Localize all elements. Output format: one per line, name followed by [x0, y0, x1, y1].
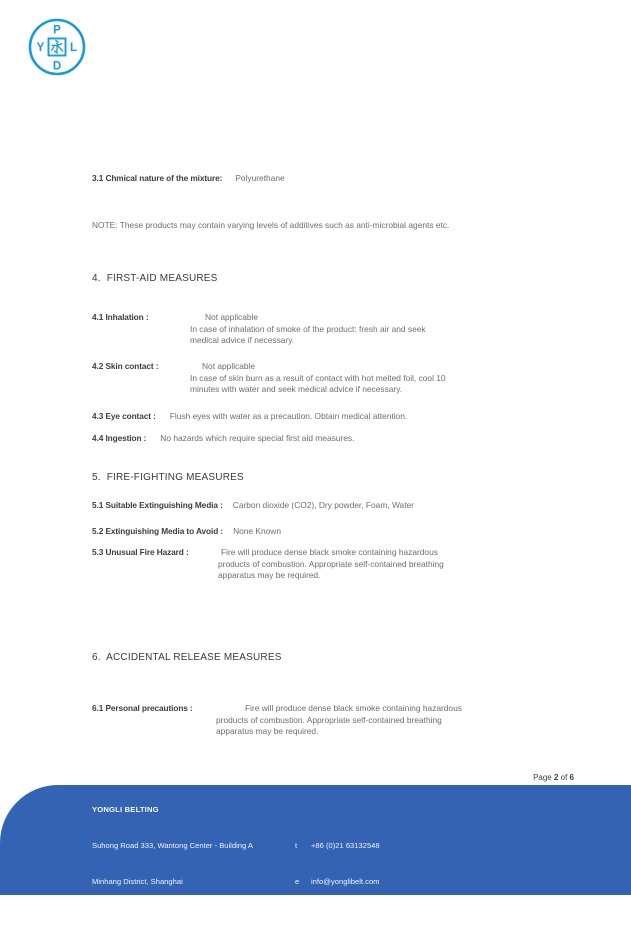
- item-row-eye-contact: [92, 411, 407, 423]
- chemical-nature-label: 3.1 Chmical nature of the mixture:: [92, 173, 223, 183]
- item-value-eye-contact: Flush eyes with water as a precaution. Obtain medical attention.: [169, 411, 408, 421]
- item-value-media-to-avoid: None Known: [233, 526, 282, 536]
- chemical-nature-value: Polyurethane: [235, 173, 285, 183]
- address-line: Minhang District, Shanghai: [92, 877, 183, 886]
- value-line: In case of inhalation of smoke of the product: fresh air and seek: [190, 323, 426, 334]
- value-line: In case of skin burn as a result of contact with hot melted foil, cool 10: [190, 372, 446, 383]
- logo-letter-d: D: [52, 60, 62, 73]
- contact-value-email[interactable]: info@yonglibelt.com: [311, 877, 380, 886]
- item-label-skin-contact: 4.2 Skin contact :: [92, 361, 159, 371]
- value-line: Not applicable: [202, 361, 256, 371]
- item-value-fire-hazard: [218, 547, 444, 582]
- contact-values: [311, 816, 388, 948]
- company-name: YONGLI BELTING: [92, 805, 159, 814]
- value-line: medical advice if necessary.: [190, 335, 295, 345]
- item-label-inhalation: 4.1 Inhalation :: [92, 312, 149, 322]
- chemical-nature-row: [92, 173, 285, 185]
- section-5-title: 5. FIRE-FIGHTING MEASURES: [92, 472, 244, 483]
- item-label-fire-hazard: 5.3 Unusual Fire Hazard :: [92, 547, 189, 557]
- item-value-skin-contact: [190, 361, 446, 396]
- item-label-media-to-avoid: 5.2 Extinguishing Media to Avoid :: [92, 526, 224, 536]
- item-row-media-to-avoid: [92, 526, 281, 538]
- company-address: [92, 816, 253, 948]
- page-total: 6: [569, 773, 574, 782]
- item-label-ingestion: 4.4 Ingestion :: [92, 433, 147, 443]
- yong-character-icon: [52, 40, 63, 53]
- contact-key-phone: t: [295, 841, 298, 850]
- value-line: Fire will produce dense black smoke containing hazardous: [221, 547, 438, 557]
- footer: [0, 785, 631, 922]
- item-value-inhalation: [190, 312, 426, 347]
- value-line: Not applicable: [205, 312, 259, 322]
- section-4-title: 4. FIRST-AID MEASURES: [92, 273, 218, 284]
- contact-value-web[interactable]: www.yonglibelting.com: [311, 913, 388, 922]
- item-row-extinguishing-media: [92, 500, 414, 512]
- value-line: products of combustion. Appropriate self-contained breathing: [218, 558, 444, 569]
- contact-key-email: e: [295, 877, 300, 886]
- contact-value-phone: +86 (0)21 63132548: [311, 841, 380, 850]
- contact-key-web: w: [295, 913, 301, 922]
- item-value-personal-precautions: [216, 703, 462, 738]
- item-row-ingestion: [92, 433, 354, 445]
- value-line: apparatus may be required.: [218, 570, 321, 580]
- note-text: NOTE: These products may contain varying levels of additives such as anti-microbial agents etc.: [92, 220, 450, 230]
- value-line: apparatus may be required.: [216, 726, 319, 736]
- item-label-extinguishing-media: 5.1 Suitable Extinguishing Media :: [92, 500, 223, 510]
- value-line: Fire will produce dense black smoke containing hazardous: [245, 703, 462, 713]
- page-label-prefix: Page: [533, 773, 554, 782]
- logo-letter-y: Y: [36, 42, 45, 54]
- page-current: 2: [553, 773, 559, 782]
- logo-letter-l: L: [69, 42, 78, 54]
- logo-letter-p: P: [53, 24, 61, 37]
- address-line: Suhong Road 333, Wantong Center - Building A: [92, 841, 253, 850]
- item-label-personal-precautions: 6.1 Personal precautions :: [92, 703, 193, 713]
- page-label-of: of: [558, 773, 570, 782]
- value-line: minutes with water and seek medical advice if necessary.: [190, 384, 403, 394]
- contact-keys: [295, 816, 308, 948]
- item-value-extinguishing-media: Carbon dioxide (CO2), Dry powder, Foam, Water: [232, 500, 414, 510]
- company-logo: [27, 17, 87, 77]
- item-label-eye-contact: 4.3 Eye contact :: [92, 411, 156, 421]
- address-line: China: [92, 913, 112, 922]
- section-6-title: 6. ACCIDENTAL RELEASE MEASURES: [92, 652, 282, 663]
- item-value-ingestion: No hazards which require special first aid measures.: [160, 433, 355, 443]
- value-line: products of combustion. Appropriate self-contained breathing: [216, 714, 442, 725]
